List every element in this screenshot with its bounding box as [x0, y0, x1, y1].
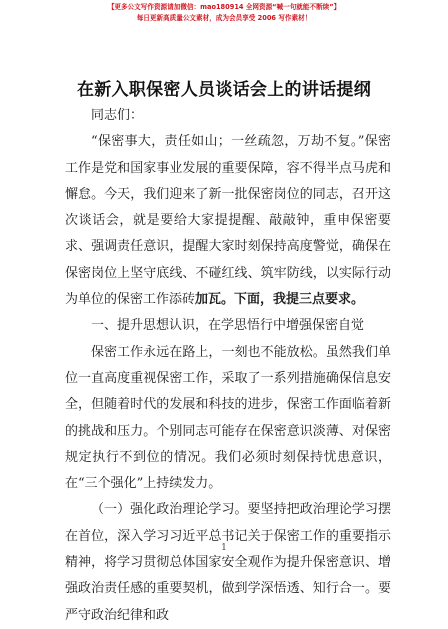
document-title: 在新入职保密人员谈话会上的讲话提纲 — [76, 80, 372, 100]
promo-banner — [0, 2, 448, 24]
page-number: 1 — [221, 543, 227, 553]
paragraph-subsection-1: （一）强化政治理论学习。要坚持把政治理论学习摆在首位，深入学习习近平总书记关于保密工作的重要指示精神，将学习贯彻总体国家安全观作为提升保密意识、增强政治责任感的重要契机，做到学深悟透、知行合一。要严守政治纪律和政 — [65, 502, 391, 623]
promo-banner-line-1: 【更多公文写作资源请加微信：mao180914 全网资源“喊一句就能不断续”】 — [107, 3, 341, 11]
paragraph-intro-text: “保密事大，责任如山；一丝疏忽，万劫不复。”保密工作是党和国家事业发展的重要保障，容不得半点马虎和懈怠。今天，我们迎来了新一批保密岗位的同志，召开这次谈话会，就是要给大家提提醒、敲敲钟，重申保密要求、强调责任意识，提醒大家时刻保持高度警觉，确保在保密岗位上坚守底线、不碰红线、筑牢防线，以实际行动为单位的保密工作添砖 — [65, 134, 391, 308]
paragraph-intro-bold: 加瓦。下面，我提三点要求。 — [195, 292, 365, 308]
paragraph-intro — [65, 129, 391, 313]
paragraph-section-1: 保密工作永远在路上，一刻也不能放松。虽然我们单位一直高度重视保密工作，采取了一系列措施确保信息安全，但随着时代的发展和科技的进步，保密工作面临着新的挑战和压力。个别同志可能存在保密意识淡薄、对保密规定执行不到位的情况。我们必须时刻保持忧患意识，在“三个强化”上持续发力。 — [65, 344, 391, 492]
promo-banner-line-2: 每日更新高质量公文素材，成为会员享受 2006 写作素材！ — [136, 14, 312, 22]
section-heading-1: 一、提升思想认识，在学思悟行中增强保密自觉 — [91, 318, 365, 334]
salutation: 同志们： — [91, 108, 144, 123]
